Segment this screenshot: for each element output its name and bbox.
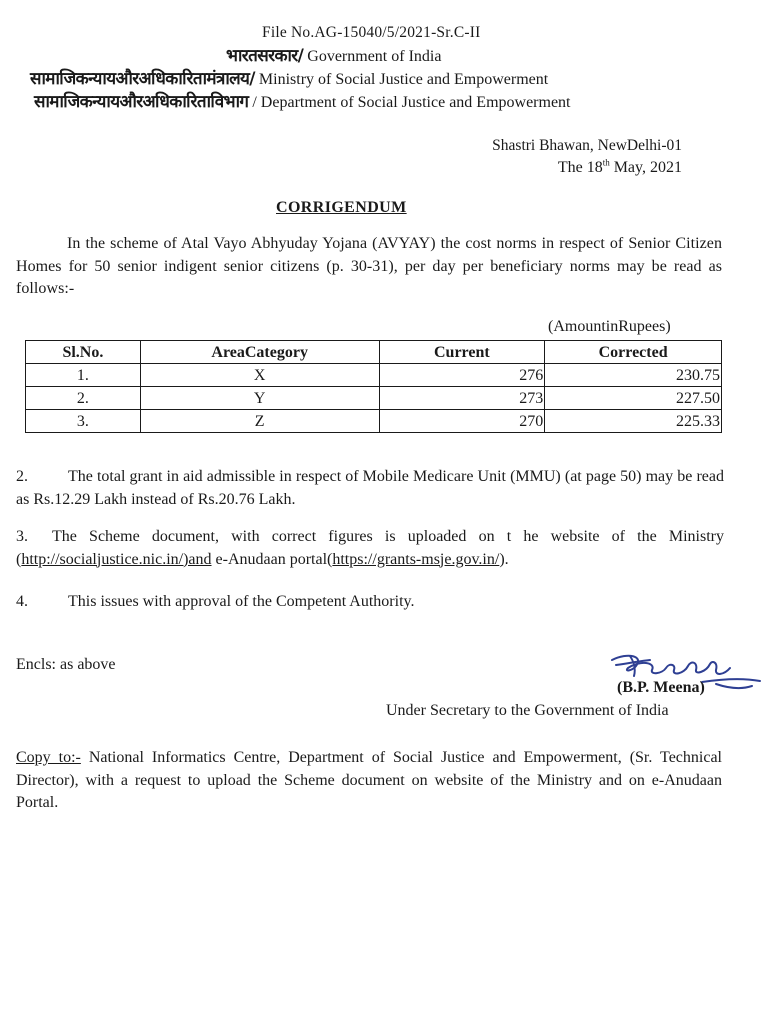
date-prefix: The 18: [557, 159, 603, 176]
date-suffix: th: [602, 157, 610, 168]
ministry-website-link[interactable]: http://socialjustice.nic.in/)and: [21, 550, 212, 568]
cell-corrected: 225.33: [545, 410, 722, 433]
department-line: [34, 92, 571, 113]
header-sl-no: Sl.No.: [26, 341, 141, 364]
date-rest: May, 2021: [609, 159, 682, 176]
cost-norms-table: [25, 340, 722, 433]
paragraph-3-number: 3.: [16, 528, 28, 545]
copy-to-paragraph: [16, 747, 722, 815]
place-line: Shastri Bhawan, NewDelhi-01: [492, 137, 682, 154]
cell-current: 270: [379, 410, 545, 433]
cell-current: 273: [379, 387, 545, 410]
paragraph-2-number: 2.: [16, 468, 28, 485]
header-current: Current: [379, 341, 545, 364]
government-line: [226, 46, 441, 67]
ministry-hindi: सामाजिकन्यायऔरअधिकारितामंत्रालय/: [30, 69, 255, 89]
paragraph-3: [16, 526, 724, 571]
cell-category: X: [140, 364, 379, 387]
cell-current: 276: [379, 364, 545, 387]
document-title: CORRIGENDUM: [276, 199, 407, 216]
ministry-line: [30, 69, 548, 90]
cell-sl-no: 3.: [26, 410, 141, 433]
cell-category: Y: [140, 387, 379, 410]
table-row: [26, 410, 722, 433]
cell-sl-no: 2.: [26, 387, 141, 410]
header-area-category: AreaCategory: [140, 341, 379, 364]
department-hindi: सामाजिकन्यायऔरअधिकारिताविभाग: [34, 92, 249, 112]
ministry-english: Ministry of Social Justice and Empowerment: [254, 71, 549, 88]
paragraph-3-text-middle: e-Anudaan portal(: [211, 550, 333, 568]
copy-to-text: National Informatics Centre, Department of Social Justice and Empowerment, (Sr. Technical Director), with a request to upload the Scheme document on website of the Ministry and on e-Anudaan Portal.: [16, 749, 723, 811]
table-row: [26, 387, 722, 410]
government-hindi: भारतसरकार/: [226, 46, 304, 66]
intro-paragraph: In the scheme of Atal Vayo Abhyuday Yojana (AVYAY) the cost norms in respect of Senior Citizen Homes for 50 senior indigent senior citizens (p. 30-31), per day per beneficiary norms may be read as follows:-: [16, 235, 722, 297]
signer-name: (B.P. Meena): [617, 679, 705, 696]
cell-corrected: 227.50: [545, 387, 722, 410]
paragraph-4: [16, 591, 724, 614]
government-english: Government of India: [303, 48, 442, 65]
table-row: [26, 364, 722, 387]
amount-unit-note: (AmountinRupees): [548, 318, 671, 335]
table-header-row: [26, 341, 722, 364]
cell-category: Z: [140, 410, 379, 433]
date-line: [558, 159, 682, 177]
paragraph-4-number: 4.: [16, 593, 28, 610]
signer-designation: Under Secretary to the Government of India: [386, 702, 669, 719]
paragraph-3-text-after: ).: [499, 550, 509, 568]
paragraph-2: [16, 466, 724, 511]
anudaan-portal-link[interactable]: https://grants-msje.gov.in/: [332, 550, 500, 568]
cell-corrected: 230.75: [545, 364, 722, 387]
enclosures-note: Encls: as above: [16, 656, 116, 673]
paragraph-3-text-before: The Scheme document, with correct figures is uploaded on t he website of the Ministry (: [16, 528, 724, 568]
header-corrected: Corrected: [545, 341, 722, 364]
cell-sl-no: 1.: [26, 364, 141, 387]
copy-to-label: Copy to:-: [16, 749, 81, 766]
paragraph-4-text: This issues with approval of the Competent Authority.: [68, 593, 415, 610]
department-english: / Department of Social Justice and Empowerment: [248, 94, 571, 111]
paragraph-2-text: The total grant in aid admissible in respect of Mobile Medicare Unit (MMU) (at page 50) may be read as Rs.12.29 Lakh instead of Rs.20.76 Lakh.: [16, 468, 724, 508]
file-number: File No.AG-15040/5/2021-Sr.C-II: [262, 24, 481, 41]
